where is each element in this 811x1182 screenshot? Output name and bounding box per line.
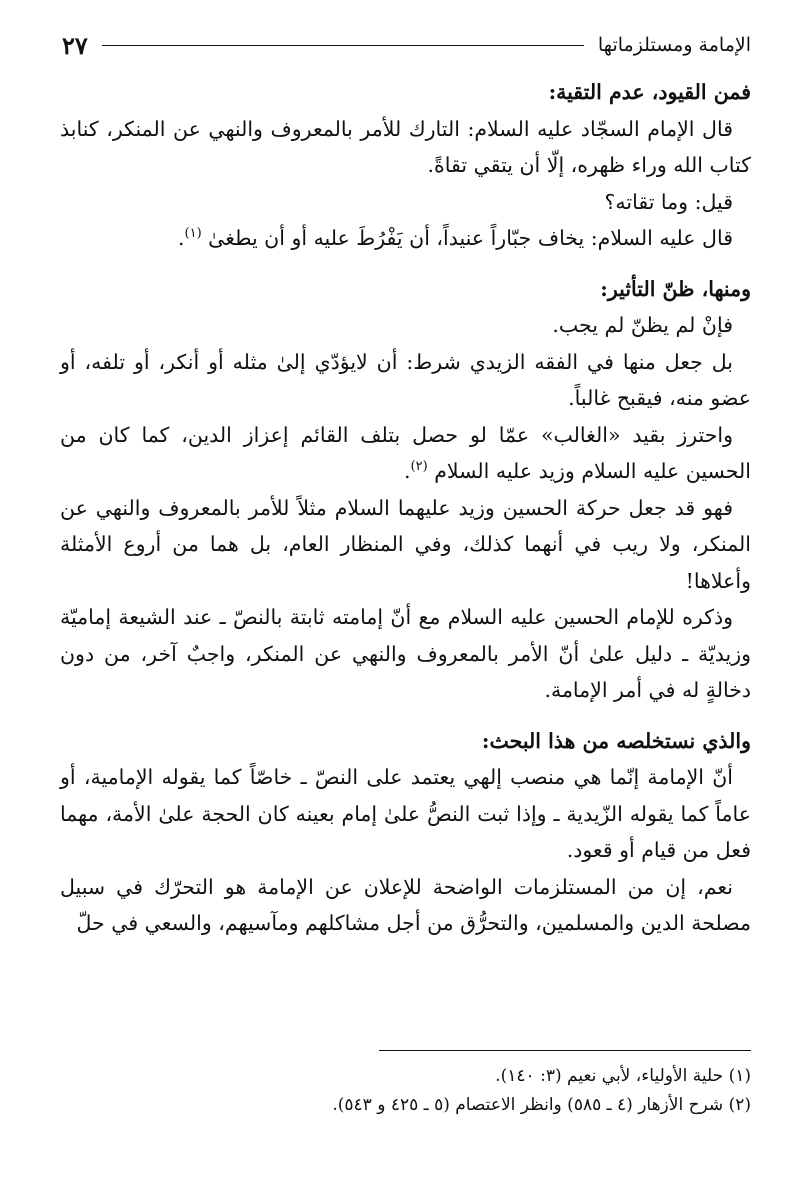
paragraph: أنّ الإمامة إنّما هي منصب إلهي يعتمد على النصّ ـ خاصّاً كما يقوله الإمامية، أو عاماً كما يقوله الزّيدية ـ وإذا ثبت النصُّ علىٰ إمام بعينه كان الحجة علىٰ الأمة، مهما فعل من قيام أو قعود. bbox=[60, 765, 751, 862]
page-header bbox=[62, 30, 751, 60]
header-rule bbox=[102, 45, 584, 46]
footnotes bbox=[60, 1062, 751, 1120]
paragraph-text: قال عليه السلام: يخاف جبّاراً عنيداً، أن يَفْرُطَ عليه أو أن يطغىٰ bbox=[208, 226, 733, 250]
page-number: ٢٧ bbox=[62, 30, 88, 60]
section-gap bbox=[60, 709, 751, 723]
paragraph bbox=[60, 220, 751, 257]
paragraph-heading: ومنها، ظنّ التأثير: bbox=[600, 276, 751, 301]
paragraph: وذكره للإمام الحسين عليه السلام مع أنّ إمامته ثابتة بالنصّ ـ عند الشيعة إماميّة وزيديّة ـ دليل علىٰ أنّ الأمر بالمعروف والنهي عن المنكر، واجبٌ آخر، من دون دخالةٍ له في أمر الإمامة. bbox=[60, 605, 751, 702]
paragraph: قال الإمام السجّاد عليه السلام: التارك للأمر بالمعروف والنهي عن المنكر، كنابذ كتاب الله وراء ظهره، إلّا أن يتقي تقاةً. bbox=[60, 116, 751, 177]
section-gap bbox=[60, 257, 751, 271]
paragraph: بل جعل منها في الفقه الزيدي شرط: أن لايؤدّي إلىٰ مثله أو أنكر، أو تلفه، أو عضو منه، فيقبح غالباً. bbox=[60, 349, 751, 410]
body-text bbox=[60, 74, 751, 942]
paragraph-text: واحترز بقيد «الغالب» عمّا لو حصل بتلف القائم إعزاز الدين، كما كان من الحسين عليه السلام وزيد عليه السلام bbox=[60, 422, 751, 483]
footnote-ref: (٢) bbox=[410, 459, 428, 475]
paragraph-end: . bbox=[177, 226, 185, 250]
footnote: (٢) شرح الأزهار (٤ ـ ٥٨٥) وانظر الاعتصام (٥ ـ ٤٢٥ و ٥٤٣). bbox=[332, 1095, 751, 1115]
paragraph: نعم، إن من المستلزمات الواضحة للإعلان عن الإمامة هو التحرّك في سبيل مصلحة الدين والمسلمين، والتحرُّق من أجل مشاكلهم ومآسيهم، والسعي في حلّ bbox=[60, 874, 751, 935]
paragraph: فهو قد جعل حركة الحسين وزيد عليهما السلام مثلاً للأمر بالمعروف والنهي عن المنكر، ولا ريب في أنهما كذلك، وفي المنظار العام، بل هما من أروع الأمثلة وأعلاها! bbox=[60, 495, 751, 593]
paragraph-end: . bbox=[403, 459, 411, 483]
footnote-ref: (١) bbox=[184, 226, 202, 242]
paragraph bbox=[60, 417, 751, 490]
paragraph: فإنْ لم يظنّ لم يجب. bbox=[552, 313, 733, 337]
paragraph-heading: والذي نستخلصه من هذا البحث: bbox=[481, 728, 751, 753]
footnote-rule bbox=[379, 1050, 751, 1051]
running-title: الإمامة ومستلزماتها bbox=[597, 34, 751, 56]
paragraph: قيل: وما تقاته؟ bbox=[604, 189, 733, 214]
paragraph-heading: فمن القيود، عدم التقية: bbox=[548, 80, 751, 104]
footnote: (١) حلية الأولياء، لأبي نعيم (٣: ١٤٠). bbox=[495, 1066, 751, 1086]
